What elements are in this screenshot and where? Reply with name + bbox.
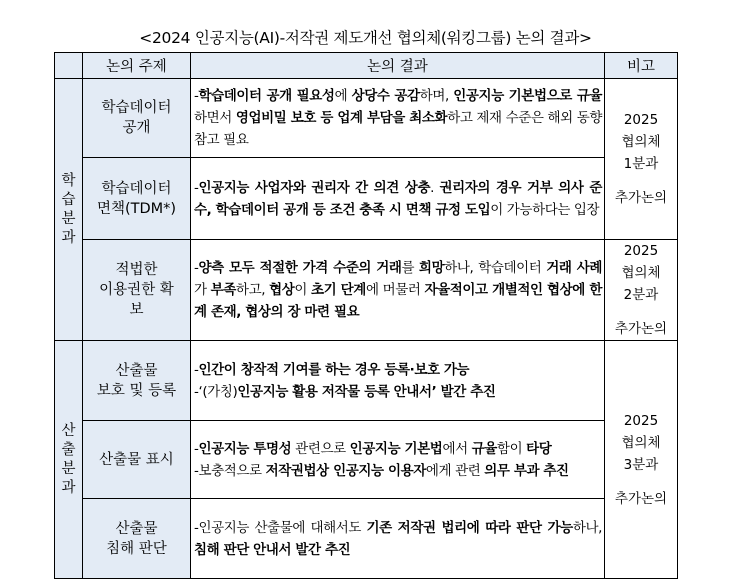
topic-line: 면책(TDM*) — [96, 200, 177, 217]
text-run: 협상 — [269, 282, 295, 298]
result-paragraph — [194, 460, 602, 482]
note-line: 2025 — [623, 112, 659, 128]
header-topic: 논의 주제 — [83, 53, 191, 79]
document-title: <2024 인공지능(AI)-저작권 제도개선 협의체(워킹그룹) 논의 결과> — [139, 29, 592, 47]
topic-cell — [83, 79, 191, 158]
text-run: - — [194, 260, 199, 276]
note-spacer — [605, 175, 677, 187]
topic-line: 적법한 — [115, 262, 158, 278]
text-run: 를 — [401, 260, 419, 276]
topic-line: 산출물 표시 — [99, 451, 174, 468]
category-char: 분 — [61, 460, 76, 477]
note-spacer — [605, 476, 677, 488]
text-run: 규율 — [471, 440, 497, 457]
header-result: 논의 결과 — [191, 53, 605, 79]
text-run: 양측 모두 적절한 가격 수준의 거래 — [198, 260, 402, 276]
result-paragraph — [194, 438, 602, 460]
topic-line: 보호 및 등록 — [96, 382, 177, 399]
table-header-row — [55, 53, 678, 79]
text-run: 상당수 공감 — [351, 88, 420, 104]
text-run: 인공지능 산출물에 대해서도 — [198, 519, 367, 536]
text-run: 관련으로 — [291, 440, 350, 457]
result-paragraph — [194, 85, 602, 151]
discussion-results-table — [54, 52, 678, 579]
topic-line: 산출물 — [115, 520, 158, 537]
text-run: 부족 — [210, 282, 236, 298]
text-run: . — [430, 179, 440, 196]
note-cell-3 — [605, 341, 678, 579]
topic-line: 학습데이터 — [101, 100, 172, 116]
topic-cell — [83, 158, 191, 240]
note-line: 2025 — [623, 412, 659, 429]
text-run: 침해 판단 안내서 발간 추진 — [194, 541, 351, 558]
text-run: 저작권법상 인공지능 이용자 — [265, 462, 426, 479]
category-char: 산 — [61, 422, 76, 439]
text-run: ‘(가칭) — [198, 383, 238, 400]
topic-line: 보 — [129, 302, 144, 318]
text-run: 의무 부과 추진 — [484, 462, 569, 479]
note-cell-2 — [605, 240, 678, 341]
text-run: 희망 — [418, 260, 445, 276]
category-char: 학 — [61, 172, 76, 189]
note-line: 추가논의 — [614, 321, 668, 337]
result-cell — [191, 158, 605, 240]
text-run: 하나, 학습데이터 — [444, 260, 547, 276]
result-cell — [191, 79, 605, 158]
text-run: 보충적으로 — [198, 462, 266, 479]
result-cell — [191, 421, 605, 499]
text-run: 인공지능 사업자와 권리자 간 의견 상충 — [198, 179, 431, 196]
text-run: 학습데이터 공개 필요성 — [198, 88, 335, 104]
text-run: 하면서 — [194, 110, 236, 126]
text-run: - — [194, 88, 199, 104]
result-paragraph — [194, 177, 602, 221]
text-run: 에 — [334, 88, 352, 104]
note-cell-1 — [605, 79, 678, 240]
text-run: 에게 관련 — [425, 462, 485, 479]
text-run: - — [194, 519, 199, 536]
text-run: 의 경우 거부 의사 준수, 학습데이터 공개 등 조건 충족 시 면책 규정 도입 — [194, 179, 602, 218]
text-run: 이 가능하다는 입장 — [490, 201, 600, 218]
text-run: - — [194, 383, 199, 400]
text-run: 거래 사례 — [546, 260, 602, 276]
category-char: 출 — [61, 441, 76, 458]
text-run: 영업비밀 보호 등 업계 부담을 최소화 — [235, 110, 448, 126]
header-category-blank — [55, 53, 83, 79]
table-row — [55, 79, 678, 158]
text-run: - — [194, 361, 199, 378]
topic-cell — [83, 421, 191, 499]
table-row — [55, 240, 678, 341]
table-row — [55, 158, 678, 240]
text-run: 에 머물러 — [365, 282, 425, 298]
topic-line: 산출물 — [115, 362, 158, 379]
result-cell — [191, 341, 605, 421]
category-output — [55, 341, 83, 579]
text-run: - — [194, 462, 199, 479]
table-row — [55, 421, 678, 499]
text-run: 하나, — [572, 519, 602, 536]
note-line: 협의체 — [621, 434, 661, 451]
text-run: 인공지능 기본법으로 규율 — [453, 88, 602, 104]
result-cell — [191, 499, 605, 579]
note-line: 추가논의 — [614, 190, 668, 206]
table-row — [55, 499, 678, 579]
result-cell — [191, 240, 605, 341]
topic-cell — [83, 240, 191, 341]
text-run: 함이 — [496, 440, 527, 457]
result-paragraph — [194, 381, 602, 403]
text-run: 자율적이고 개별적인 협상에 한계 존재, 협상의 장 마련 필요 — [194, 282, 602, 320]
topic-line: 공개 — [122, 120, 151, 136]
text-run: - — [194, 440, 199, 457]
note-line: 2025 — [623, 243, 659, 259]
category-char: 습 — [61, 191, 76, 208]
result-paragraph — [194, 257, 602, 323]
topic-line: 이용권한 확 — [99, 282, 174, 298]
text-run: 권리자 — [439, 179, 478, 196]
text-run: - — [194, 179, 199, 196]
note-line: 2분과 — [623, 287, 659, 303]
text-run: 하고, — [235, 282, 270, 298]
text-run: 하며, — [419, 88, 454, 104]
category-char: 분 — [61, 210, 76, 227]
text-run: 타당 — [526, 440, 552, 457]
header-note: 비고 — [605, 53, 678, 79]
table-row — [55, 341, 678, 421]
text-run: 가 — [194, 282, 211, 298]
topic-line: 침해 판단 — [106, 540, 167, 557]
note-line: 추가논의 — [614, 490, 668, 507]
note-line: 협의체 — [621, 134, 661, 150]
category-learning — [55, 79, 83, 341]
text-run: 초기 단계 — [311, 282, 366, 298]
text-run: 인공지능 활용 저작물 등록 안내서’ 발간 추진 — [237, 383, 496, 400]
topic-cell — [83, 341, 191, 421]
note-line: 3분과 — [623, 456, 659, 473]
text-run: 기존 저작권 법리에 따라 판단 가능 — [366, 519, 573, 536]
topic-cell — [83, 499, 191, 579]
text-run: 이 — [294, 282, 311, 298]
text-run: 에서 — [442, 440, 472, 457]
note-line: 협의체 — [621, 265, 661, 281]
result-paragraph — [194, 517, 602, 561]
topic-line: 학습데이터 — [101, 180, 172, 197]
text-run: 인공지능 기본법 — [349, 440, 443, 457]
category-char: 과 — [61, 229, 76, 246]
note-spacer — [605, 306, 677, 318]
text-run: 하고 제재 수준은 해외 동향 참고 필요 — [194, 110, 602, 148]
text-run: 인간이 창작적 기여를 하는 경우 등록·보호 가능 — [198, 361, 470, 378]
text-run: 인공지능 투명성 — [198, 440, 292, 457]
note-line: 1분과 — [623, 156, 659, 172]
result-paragraph — [194, 359, 602, 381]
category-char: 과 — [61, 479, 76, 496]
